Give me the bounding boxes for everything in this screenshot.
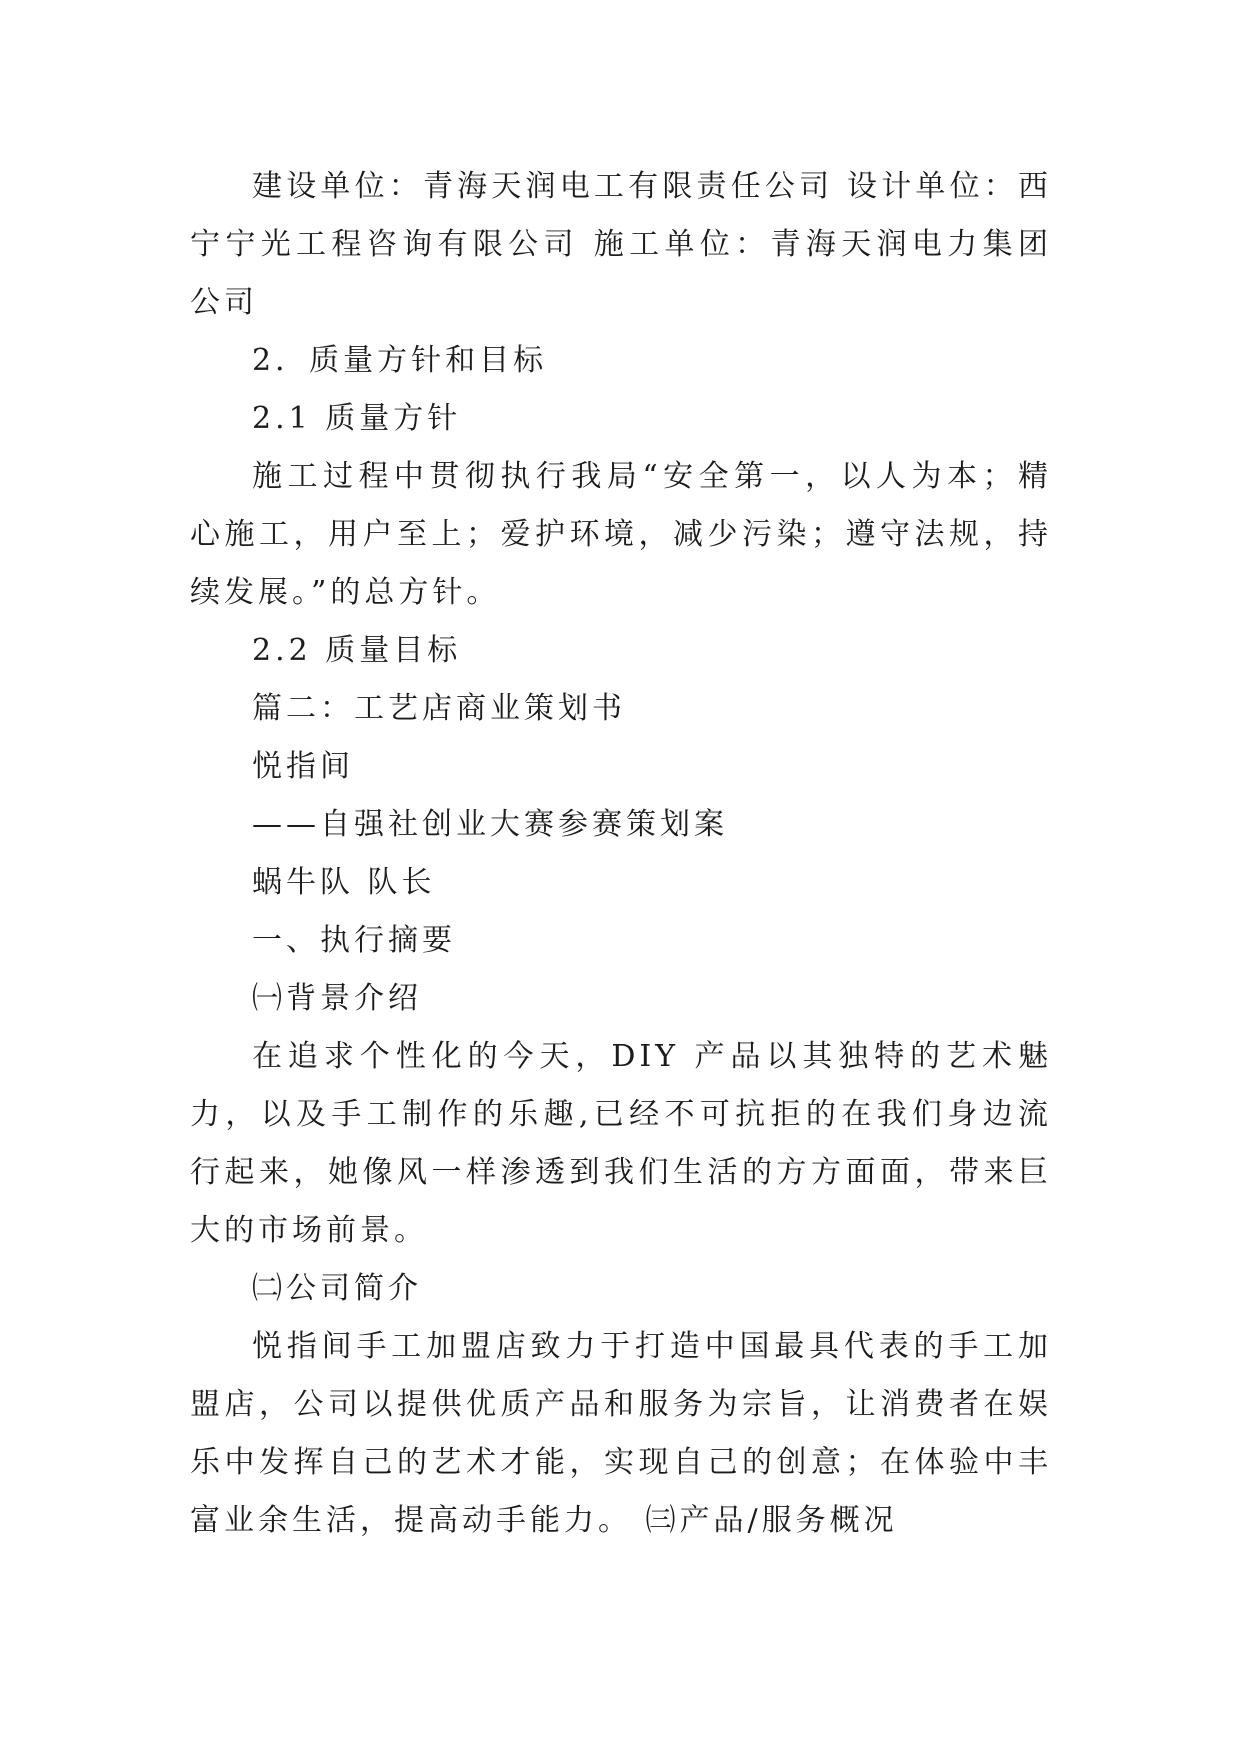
heading-quality-policy: 2.1 质量方针	[252, 401, 462, 436]
subtitle: ——自强社创业大赛参赛策划案	[252, 807, 728, 842]
heading-company-intro: ㈡公司简介	[252, 1271, 422, 1306]
heading-executive-summary: 一、执行摘要	[252, 923, 456, 958]
paragraph-background: 在追求个性化的今天，DIY 产品以其独特的艺术魅力，以及手工制作的乐趣,已经不可抗拒的在我们身边流行起来，她像风一样渗透到我们生活的方方面面，带来巨大的市场前景。	[190, 1039, 1052, 1248]
heading-quality-policy-goals: 2．质量方针和目标	[252, 343, 548, 378]
paragraph-company-intro: 悦指间手工加盟店致力于打造中国最具代表的手工加盟店，公司以提供优质产品和服务为宗旨，让消费者在娱乐中发挥自己的艺术才能，实现自己的创意；在体验中丰富业余生活，提高动手能力。 ㈢产品/服务概况	[190, 1329, 1052, 1538]
heading-quality-goal: 2.2 质量目标	[252, 633, 462, 668]
heading-background: ㈠背景介绍	[252, 981, 422, 1016]
paragraph-units: 建设单位：青海天润电工有限责任公司 设计单位：西宁宁光工程咨询有限公司 施工单位：青海天润电力集团公司	[190, 169, 1052, 320]
brand-name: 悦指间	[252, 749, 354, 784]
heading-part-two: 篇二：工艺店商业策划书	[252, 691, 626, 726]
team-line: 蜗牛队 队长	[252, 865, 436, 900]
document-body	[190, 158, 1052, 1550]
paragraph-policy-text: 施工过程中贯彻执行我局“安全第一，以人为本；精心施工，用户至上；爱护环境，减少污染；遵守法规，持续发展。”的总方针。	[190, 459, 1052, 610]
